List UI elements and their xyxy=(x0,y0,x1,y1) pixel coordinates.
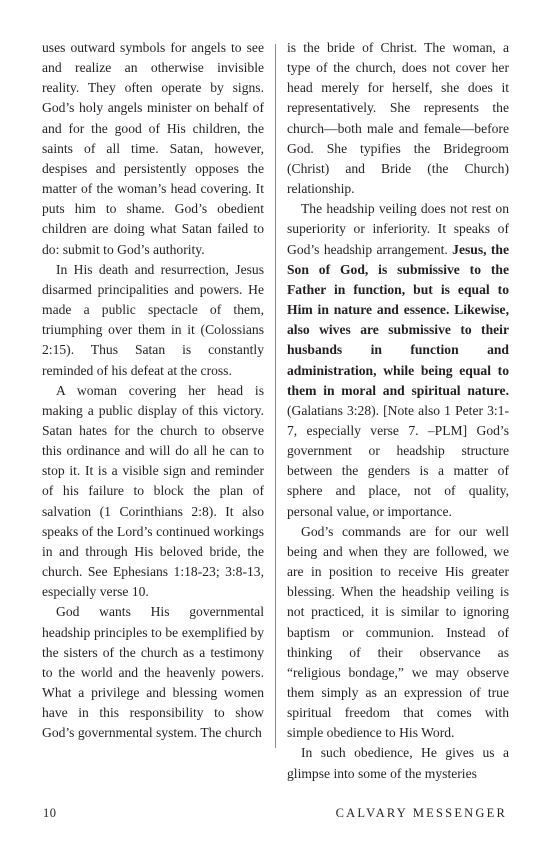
paragraph-text: (Galatians 3:28). [Note also 1 Peter 3:1-7, especially verse 7. –PLM] God’s government or headship structure between the genders is a matter of sphere and place, not of quality, personal value, or importance. xyxy=(287,402,509,519)
bold-emphasis-text: Jesus, the Son of God, is submissive to the Father in function, but is equal to Him in nature and essence. Likewise, also wives are submissive to their husbands in function and administration, while being equal to them in moral and spiritual nature. xyxy=(287,241,509,398)
paragraph: is the bride of Christ. The woman, a type of the church, does not cover her head merely for herself, she does it representatively. She represents the church—both male and female—before God. She typifies the Bridegroom (Christ) and Bride (the Church) relationship. xyxy=(287,40,509,197)
paragraph: A woman covering her head is making a public display of this victory. Satan hates for the church to observe this ordinance and will do all he can to stop it. It is a visible sign and reminder of his failure to block the plan of salvation (1 Corinthians 2:8). It also speaks of the Lord’s continued workings in and through His beloved bride, the church. See Ephesians 1:18-23; 3:8-13, especially verse 10. xyxy=(42,382,264,600)
paragraph-text: The headship veiling does not rest on superiority or inferiority. It speaks of God’s headship arrangement. xyxy=(287,201,509,257)
paragraph xyxy=(287,199,509,522)
paragraph: God’s commands are for our well being and when they are followed, we are in position to receive His greater blessing. When the headship veiling is not practiced, it is similar to ignoring baptism or communion. Instead of thinking of their observance as “religious bondage,” we may observe them simply as an expression of true spiritual freedom that comes with simple obedience to His Word. xyxy=(287,523,509,741)
paragraph: uses outward symbols for angels to see and realize an otherwise invisible reality. They often operate by signs. God’s holy angels minister on behalf of and for the good of His children, the saints of all time. Satan, however, despises and persistently opposes the matter of the woman’s head covering. It puts him to shame. God’s obedient children are doing what Satan failed to do: submit to God’s authority. xyxy=(42,40,264,257)
paragraph: In His death and resurrection, Jesus disarmed principalities and powers. He made a public spectacle of them, triumphing over them in it (Colossians 2:15). Thus Satan is constantly reminded of his defeat at the cross. xyxy=(42,261,264,378)
publication-title: CALVARY MESSENGER xyxy=(335,806,507,820)
column-divider xyxy=(275,44,276,748)
right-text-column xyxy=(287,38,509,784)
paragraph: In such obedience, He gives us a glimpse into some of the mysteries xyxy=(287,745,509,781)
left-text-column xyxy=(42,38,264,743)
paragraph: God wants His governmental headship principles to be exemplified by the sisters of the church as a testimony to the world and the heavenly powers. What a privilege and blessing women have in this responsibility to show God’s governmental system. The church xyxy=(42,604,264,741)
page-number: 10 xyxy=(43,806,57,820)
